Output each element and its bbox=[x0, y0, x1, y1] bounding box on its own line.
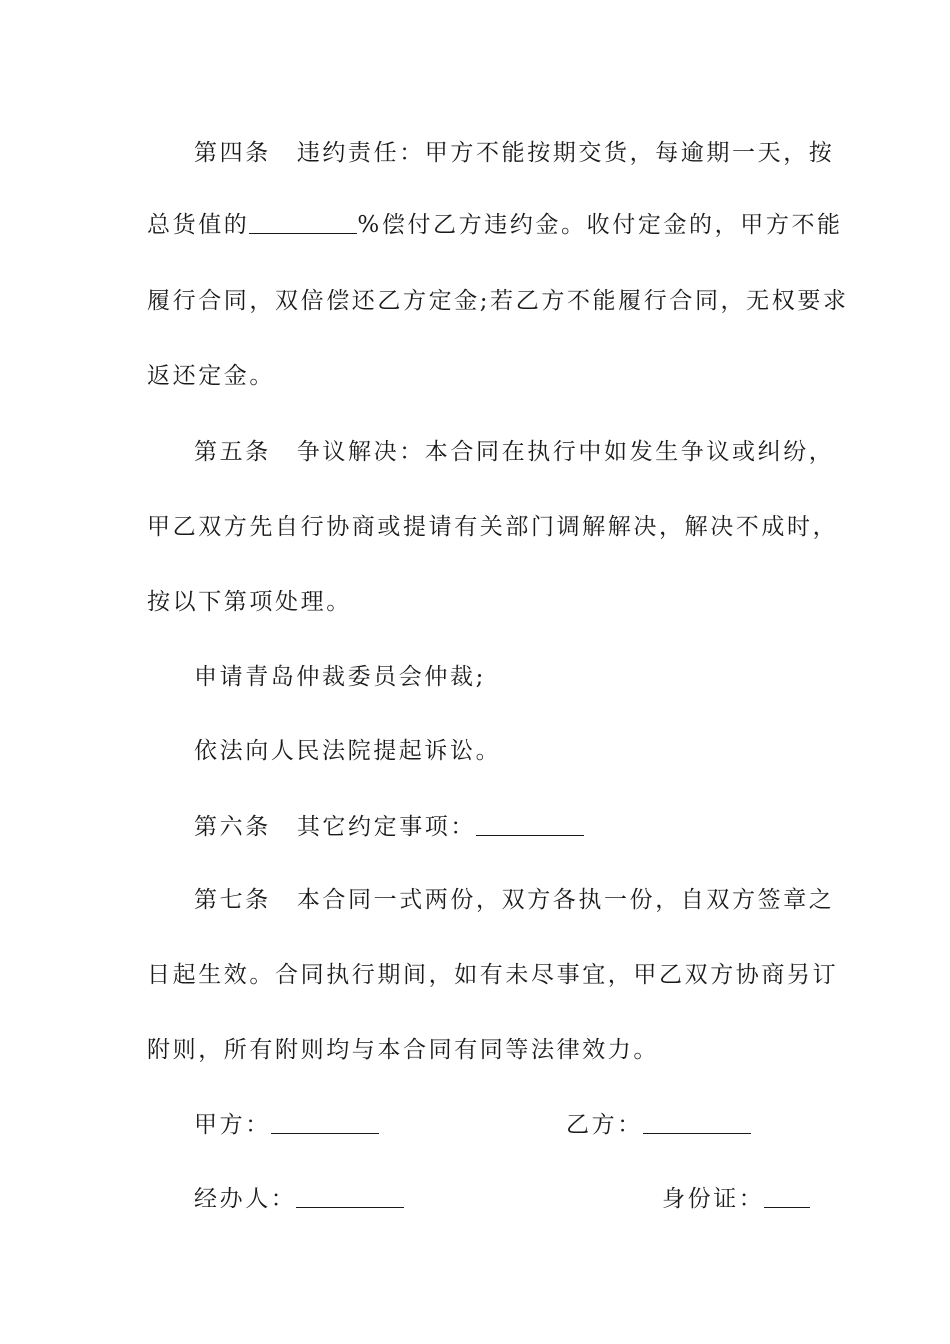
article-5-option-2: 依法向人民法院提起诉讼。 bbox=[194, 738, 502, 764]
article-7-line-2: 日起生效。合同执行期间，如有未尽事宜，甲乙双方协商另订 bbox=[147, 962, 839, 988]
article-7-label: 第七条 bbox=[194, 887, 271, 913]
penalty-percent-blank bbox=[249, 213, 357, 234]
party-b-signature bbox=[566, 1110, 751, 1140]
party-b-label: 乙方： bbox=[566, 1112, 643, 1138]
article-7-text: 本合同一式两份，双方各执一份，自双方签章之 bbox=[296, 887, 835, 913]
article-4-text-part-a: 总货值的 bbox=[147, 212, 250, 238]
article-4-line-3: 履行合同，双倍偿还乙方定金;若乙方不能履行合同，无权要求 bbox=[147, 288, 849, 314]
article-5-line-3: 按以下第项处理。 bbox=[147, 589, 352, 615]
party-a-label: 甲方： bbox=[194, 1112, 271, 1138]
agent-label: 经办人： bbox=[194, 1186, 297, 1212]
article-4-text-part-b: %偿付乙方违约金。收付定金的，甲方不能 bbox=[357, 212, 843, 238]
party-b-blank bbox=[643, 1113, 751, 1134]
article-4-label: 第四条 bbox=[194, 140, 271, 166]
party-a-signature bbox=[194, 1110, 379, 1140]
party-a-blank bbox=[271, 1113, 379, 1134]
article-7-line-3: 附则，所有附则均与本合同有同等法律效力。 bbox=[147, 1037, 659, 1063]
article-4-line-1 bbox=[194, 138, 854, 168]
article-6-label: 第六条 bbox=[194, 814, 271, 840]
article-6-line bbox=[194, 812, 854, 842]
article-5-option-1: 申请青岛仲裁委员会仲裁; bbox=[194, 664, 486, 690]
agent-signature bbox=[194, 1184, 404, 1214]
id-card-field bbox=[662, 1184, 810, 1214]
agent-blank bbox=[296, 1187, 404, 1208]
article-6-text: 其它约定事项： bbox=[296, 814, 477, 840]
id-card-blank bbox=[764, 1187, 810, 1208]
article-4-text: 违约责任：甲方不能按期交货，每逾期一天，按 bbox=[296, 140, 835, 166]
article-5-line-1 bbox=[194, 437, 854, 467]
article-5-text: 争议解决：本合同在执行中如发生争议或纠纷， bbox=[296, 439, 835, 465]
id-card-label: 身份证： bbox=[662, 1186, 765, 1212]
article-5-line-2: 甲乙双方先自行协商或提请有关部门调解解决，解决不成时， bbox=[147, 514, 839, 540]
other-matters-blank bbox=[476, 815, 584, 836]
article-4-line-4: 返还定金。 bbox=[147, 363, 275, 389]
article-7-line-1 bbox=[194, 885, 854, 915]
article-4-line-2 bbox=[147, 210, 843, 240]
article-5-label: 第五条 bbox=[194, 439, 271, 465]
